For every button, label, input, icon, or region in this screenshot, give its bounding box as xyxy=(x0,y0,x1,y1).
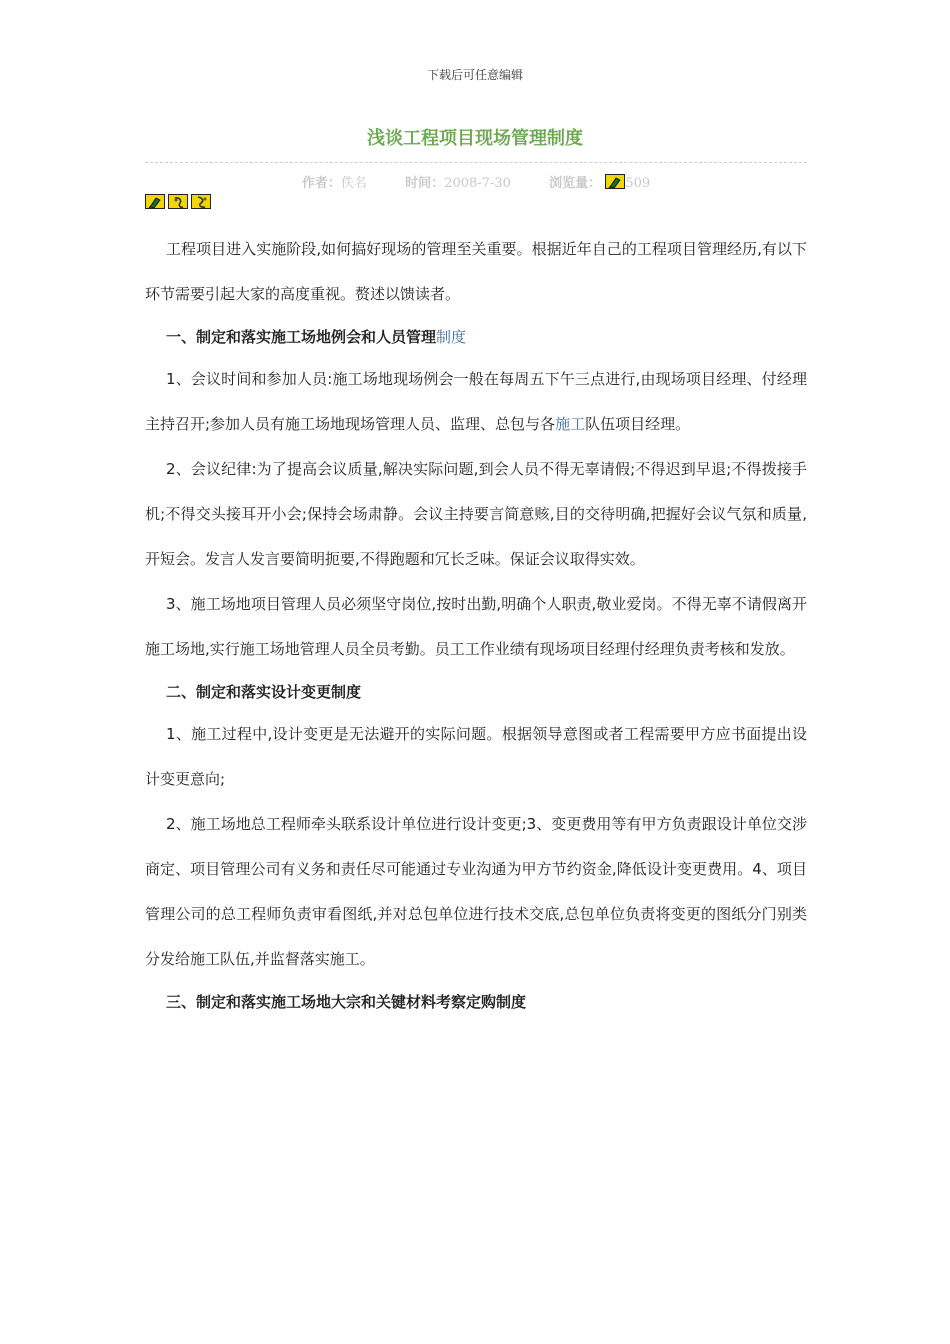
paragraph-text: 队伍项目经理。 xyxy=(585,415,691,433)
time-value: 2008-7-30 xyxy=(444,176,511,191)
section-1-paragraph-1 xyxy=(145,357,807,447)
close-icon[interactable] xyxy=(191,194,211,209)
pen-icon xyxy=(605,174,625,189)
author-label: 作者： xyxy=(301,176,341,191)
article-body xyxy=(145,227,807,1022)
section-1-paragraph-3: 3、施工场地项目管理人员必须坚守岗位,按时出勤,明确个人职责,敬业爱岗。不得无辜不请假离开施工场地,实行施工场地管理人员全员考勤。员工工作业绩有现场项目经理付经理负责考核和发放。 xyxy=(145,595,807,658)
views-label: 浏览量： xyxy=(549,176,602,191)
paragraph-text: 1、会议时间和参加人员:施工场地现场例会一般在每周五下午三点进行,由现场项目经理、付经理主持召开;参加人员有施工场地现场管理人员、监理、总包与各 xyxy=(145,370,807,433)
section-3-heading: 三、制定和落实施工场地大宗和关键材料考察定购制度 xyxy=(166,993,527,1011)
section-1-heading-text: 一、制定和落实施工场地例会和人员管理 xyxy=(166,328,437,346)
shigong-link[interactable]: 施工 xyxy=(555,415,586,433)
section-1-paragraph-2: 2、会议纪律:为了提高会议质量,解决实际问题,到会人员不得无辜请假;不得迟到早退;不得拨接手机;不得交头接耳开小会;保持会场肃静。会议主持要言简意赅,目的交待明确,把握好会议气氛和质量,开短会。发言人发言要简明扼要,不得跑题和冗长乏味。保证会议取得实效。 xyxy=(145,460,807,568)
section-1-heading xyxy=(145,317,807,357)
article-meta xyxy=(145,172,807,191)
article-title: 浅谈工程项目现场管理制度 xyxy=(367,128,583,149)
section-2-paragraph-2: 2、施工场地总工程师牵头联系设计单位进行设计变更;3、变更费用等有甲方负责跟设计单位交涉商定、项目管理公司有义务和责任尽可能通过专业沟通为甲方节约资金,降低设计变更费用。4、项目管理公司的总工程师负责审看图纸,并对总包单位进行技术交底,总包单位负责将变更的图纸分门别类分发给施工队伍,并监督落实施工。 xyxy=(145,815,807,968)
time-label: 时间： xyxy=(405,176,445,191)
header-note: 下载后可任意编辑 xyxy=(426,68,523,82)
pen-icon[interactable] xyxy=(145,194,165,209)
author-value: 佚名 xyxy=(340,176,367,191)
zhidu-link[interactable]: 制度 xyxy=(436,328,467,346)
print-icon[interactable] xyxy=(168,194,188,209)
divider xyxy=(145,162,807,163)
article-tools xyxy=(145,192,214,209)
intro-paragraph: 工程项目进入实施阶段,如何搞好现场的管理至关重要。根据近年自己的工程项目管理经历,有以下环节需要引起大家的高度重视。赘述以馈读者。 xyxy=(145,240,807,303)
section-2-paragraph-1: 1、施工过程中,设计变更是无法避开的实际问题。根据领导意图或者工程需要甲方应书面提出设计变更意向; xyxy=(145,725,807,788)
views-value: 509 xyxy=(625,176,651,191)
section-2-heading: 二、制定和落实设计变更制度 xyxy=(166,683,362,701)
